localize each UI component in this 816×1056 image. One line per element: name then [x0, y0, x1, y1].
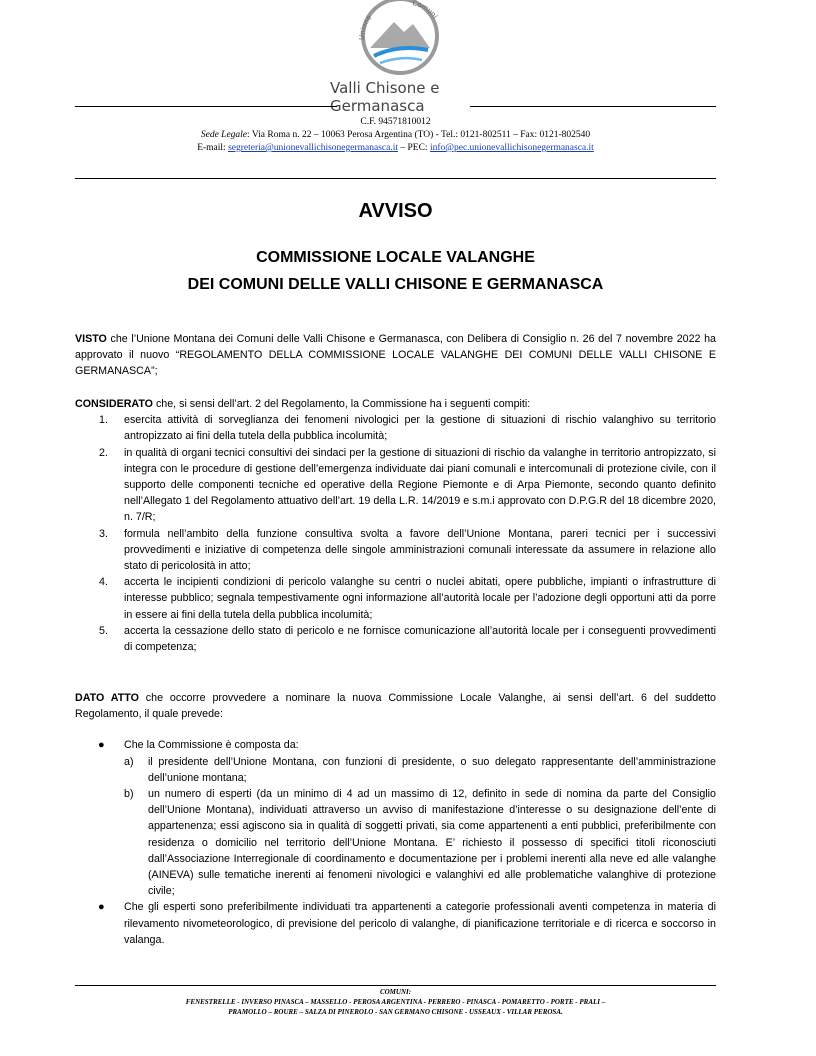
- footer: [75, 987, 716, 1017]
- svg-text:Comuni: [411, 0, 439, 20]
- considerato-text: che, si sensi dell’art. 2 del Regolamento, la Commissione ha i seguenti compiti:: [152, 398, 531, 410]
- bullet-text: Che gli esperti sono preferibilmente individuati tra appartenenti a categorie professionali aventi competenza in materia di rilevamento nivometeorologico, di previsione del pericolo di valanghe, di pianificazione territoriale e di ricerca e soccorso in valanga.: [124, 901, 716, 946]
- sub-item-letter: a): [124, 755, 134, 768]
- page-title: AVVISO: [358, 200, 433, 222]
- org-name: Valli Chisone e Germanasca: [330, 79, 440, 115]
- dato-atto-paragraph: [75, 690, 716, 722]
- sub-item-a: [124, 754, 716, 786]
- list-item-number: 1.: [99, 414, 108, 427]
- address-label: Sede Legale: [200, 130, 248, 140]
- list-item: [75, 737, 716, 899]
- list-item-text: formula nell’ambito della funzione consultiva svolta a favore dell’Unione Montana, pareri tecnici per i successivi provvedimenti e iniziative di competenza delle singole amministrazioni comunali interessate da assumere in relazione allo stato di pericolosità in atto;: [124, 527, 716, 573]
- tasks-list: [75, 412, 716, 655]
- footer-line-1: FENESTRELLE - INVERSO PINASCA – MASSELLO - PEROSA ARGENTINA - PERRERO - PINASCA - POMARETTO - PORTE - PRALI –: [185, 998, 606, 1006]
- list-item-text: esercita attività di sorveglianza dei fenomeni nivologici per la gestione di situazioni di rischio valanghivo su territorio antropizzato ai fini della tutela della pubblica incolumità;: [124, 414, 716, 443]
- dato-atto-section: [75, 690, 716, 948]
- list-item: [75, 412, 716, 444]
- considerato-keyword: CONSIDERATO: [75, 398, 153, 410]
- header-contacts: [75, 116, 716, 155]
- pec-link[interactable]: info@pec.unionevallichisonegermanasca.it: [429, 143, 594, 153]
- list-item: [75, 445, 716, 526]
- bullet-icon: ●: [98, 739, 105, 752]
- visto-paragraph: [75, 331, 716, 380]
- water-wave-icon: [374, 48, 428, 56]
- footer-line-2: PRAMOLLO – ROURE – SALZA DI PINEROLO - SAN GERMANO CHISONE - USSEAUX - VILLAR PEROSA.: [228, 1008, 563, 1016]
- bullet-intro: Che la Commissione è composta da:: [124, 739, 299, 752]
- list-item-number: 3.: [99, 527, 108, 540]
- subtitle-line-2: DEI COMUNI DELLE VALLI CHISONE E GERMANASCA: [187, 276, 604, 293]
- fiscal-code: C.F. 94571810012: [360, 117, 431, 127]
- header-bottom-rule: [75, 178, 716, 179]
- list-item: [75, 574, 716, 623]
- list-item-number: 4.: [99, 576, 108, 589]
- mountains-icon: [370, 22, 430, 48]
- water-wave-icon-2: [380, 58, 422, 63]
- dato-atto-text: che occorre provvedere a nominare la nuova Commissione Locale Valanghe, ai sensi dell’art. 6 del suddetto Regolamento, il quale prevede:: [75, 692, 716, 721]
- list-item-text: in qualità di organi tecnici consultivi dei sindaci per la gestione di situazioni di rischio da valanghe in territorio antropizzato, si integra con le procedure di gestione dell’emergenza individuate dai piani comunali e intercomunali di protezione civile, con il supporto delle componenti tecniche ed operative della Regione Piemonte e di Arpa Piemonte, secondo quanto definito nell’Allegato 1 del Regolamento attuativo dell’art. 19 della L.R. 14/2019 e s.m.i approvato con D.P.G.R del 18 dicembre 2020, n. 7/R;: [124, 446, 716, 524]
- svg-text:Unione: [358, 14, 374, 41]
- dato-atto-keyword: DATO ATTO: [75, 692, 139, 704]
- visto-keyword: VISTO: [75, 333, 107, 345]
- list-item: [75, 623, 716, 655]
- subtitle-line-1: COMMISSIONE LOCALE VALANGHE: [256, 249, 535, 266]
- provisions-list: [75, 737, 716, 948]
- footer-rule: [75, 985, 716, 986]
- email-link[interactable]: segreteria@unionevallichisonegermanasca.it: [228, 143, 398, 153]
- union-logo: [350, 0, 450, 76]
- list-item-number: 5.: [99, 624, 108, 637]
- sub-item-text: un numero di esperti (da un minimo di 4 ad un massimo di 12, definito in sede di nomina da parte del Consiglio dell’Unione Montana), individuati attraverso un avviso di manifestazione d’interesse o su designazione dell’ente di appartenenza; essi agiscono sia in qualità di soggetti privati, sia come appartenenti a enti pubblici, preferibilmente con residenza o domicilio nel territorio dell’Unione Montana. E’ richiesto il possesso di specifici titoli riconosciuti dall’Associazione Interregionale di coordinamento e documentazione per i problemi inerenti alla neve ed alle valanghe (AINEVA) sulle tematiche inerenti ai fenomeni nivologici e valanghivi ed alle problematiche valanghive di protezione civile;: [148, 788, 716, 898]
- header-rule-right: [470, 106, 716, 107]
- list-item: [75, 526, 716, 575]
- list-item: [75, 899, 716, 948]
- considerato-section: [75, 396, 716, 655]
- email-line: [75, 142, 716, 155]
- sub-item-letter: b): [124, 788, 134, 801]
- bullet-icon: ●: [98, 901, 105, 914]
- list-item-text: accerta le incipienti condizioni di pericolo valanghe su centri o nuclei abitati, opere pubbliche, impianti o infrastrutture di interesse pubblico; segnala tempestivamente ogni informazione all’autorità locale per l’adozione degli opportuni atti da porre in essere ai fini della tutela della pubblica incolumità;: [124, 576, 716, 621]
- pec-label: – PEC:: [398, 143, 430, 153]
- email-label: E-mail:: [197, 143, 229, 153]
- sub-item-text: il presidente dell’Unione Montana, con funzioni di presidente, o suo delegato rappresentante dell’amministrazione dell’unione montana;: [148, 755, 716, 784]
- list-item-text: accerta la cessazione dello stato di pericolo e ne fornisce comunicazione all’autorità locale per i conseguenti provvedimenti di competenza;: [124, 624, 716, 654]
- address-line: [75, 129, 716, 142]
- footer-label: COMUNI:: [379, 988, 412, 996]
- logo-arc-text-left: Unione: [357, 13, 374, 41]
- visto-text: che l’Unione Montana dei Comuni delle Valli Chisone e Germanasca, con Delibera di Consiglio n. 26 del 7 novembre 2022 ha approvato il nuovo “REGOLAMENTO DELLA COMMISSIONE LOCALE VALANGHE DEI COMUNI DELLE VALLI CHISONE E GERMANASCA”;: [75, 333, 716, 378]
- address-text: : Via Roma n. 22 – 10063 Perosa Argentina (TO) - Tel.: 0121-802511 – Fax: 0121-802540: [247, 130, 591, 140]
- logo-arc-text-right: Comuni: [411, 0, 440, 21]
- sub-item-b: [124, 786, 716, 899]
- list-item-number: 2.: [99, 446, 108, 459]
- header-rule-left: [75, 106, 337, 107]
- considerato-paragraph: [75, 396, 716, 412]
